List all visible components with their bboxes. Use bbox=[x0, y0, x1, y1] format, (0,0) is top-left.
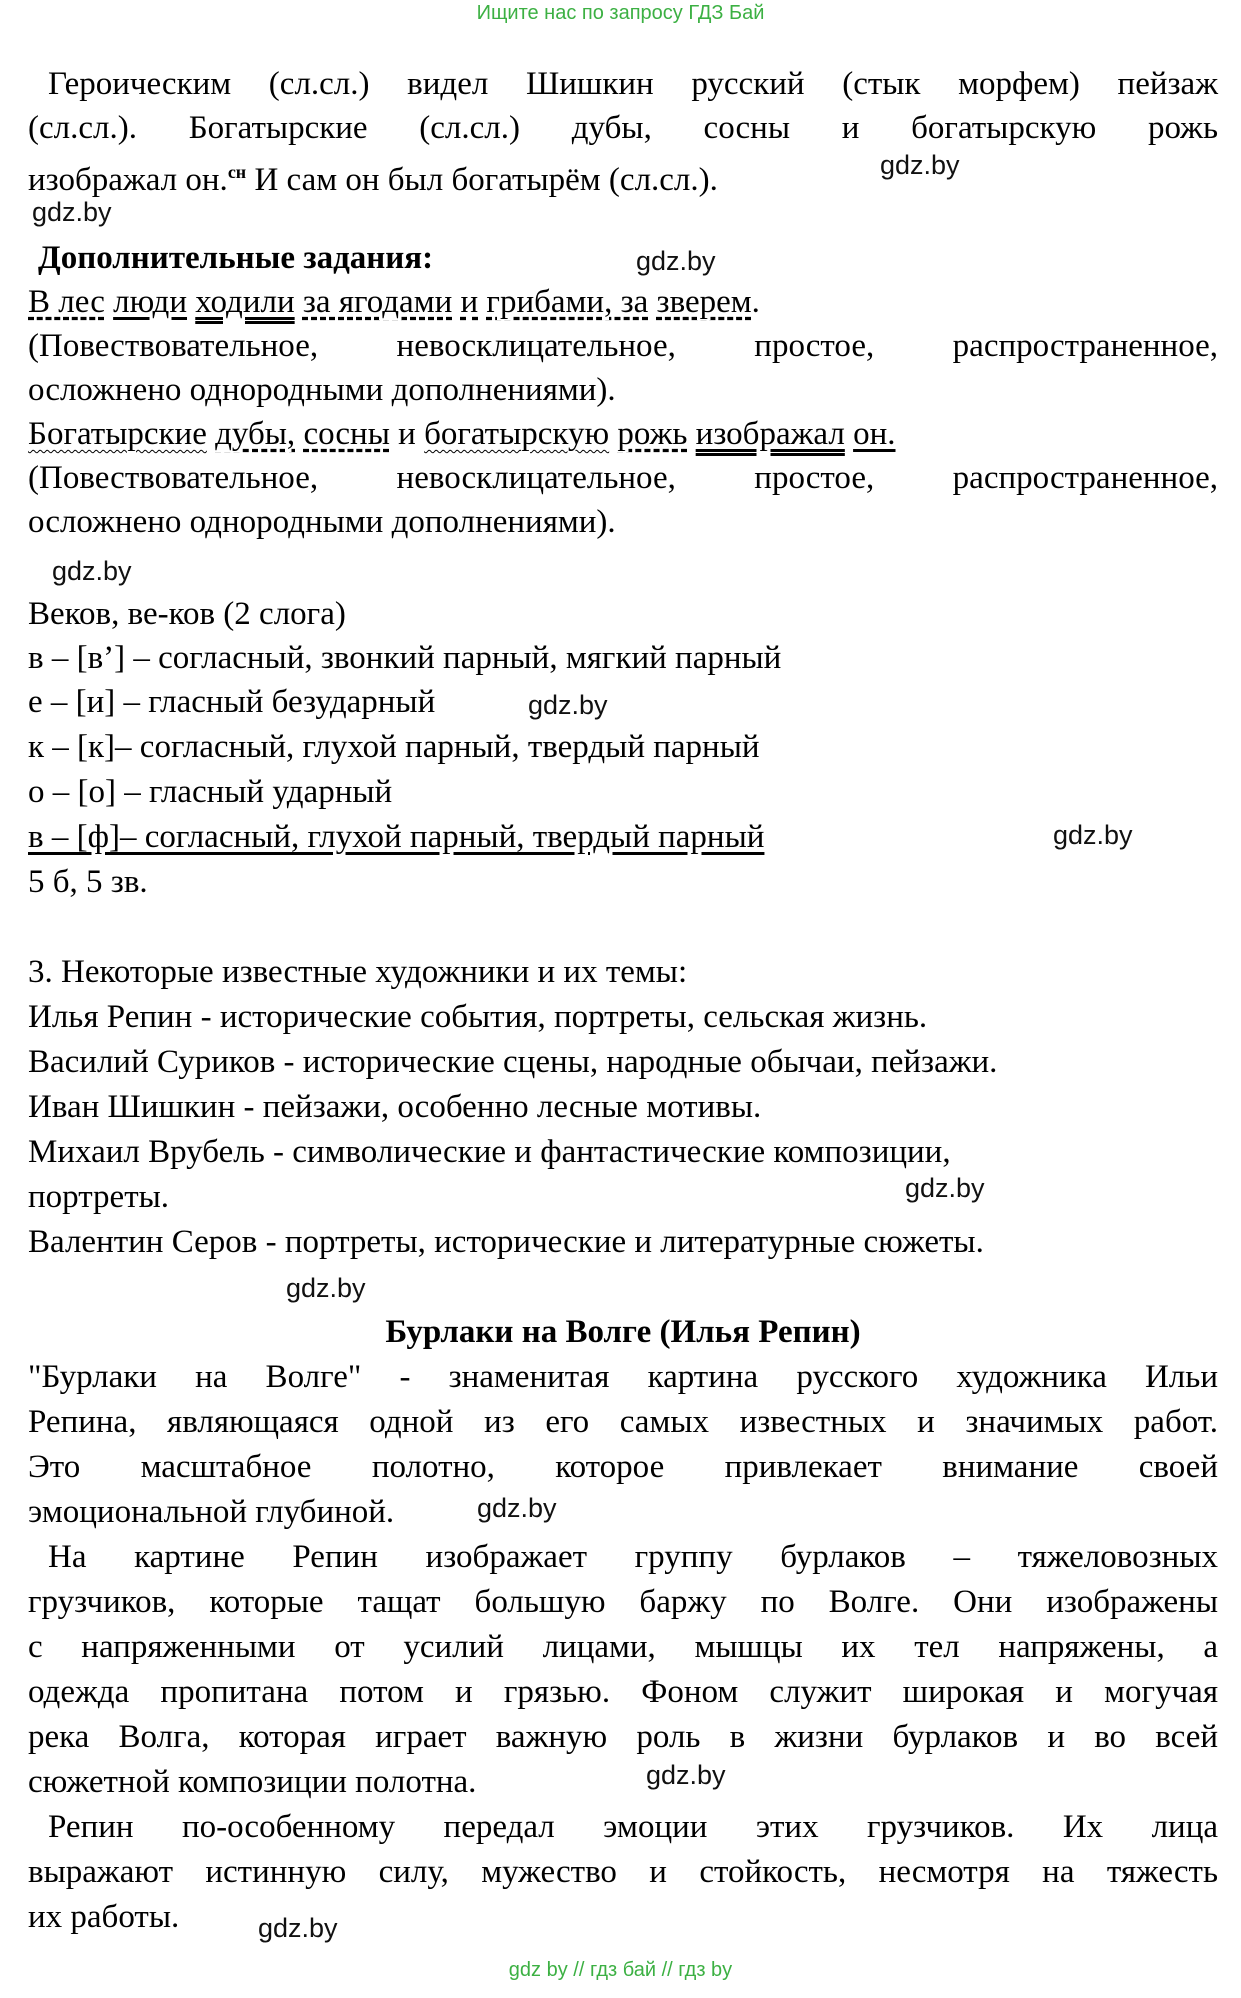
extra-heading: Дополнительные задания: bbox=[38, 240, 434, 276]
phonetic-row: в – [в’] – согласный, звонкий парный, мягкий парный bbox=[28, 640, 782, 676]
essay-line: их работы. bbox=[28, 1899, 180, 1935]
essay-line: Репина, являющаяся одной из его самых известных и значимых работ. bbox=[28, 1404, 1218, 1440]
phonetic-row bbox=[28, 815, 1218, 859]
essay-line: выражают истинную силу, мужество и стойкость, несмотря на тяжесть bbox=[28, 1854, 1218, 1890]
s1-conj: и bbox=[460, 284, 479, 320]
watermark-text: gdz.by bbox=[636, 246, 716, 276]
s2-subject: он. bbox=[853, 416, 896, 452]
s1-desc-line-1: (Повествовательное, невосклицательное, простое, распространенное, bbox=[28, 328, 1218, 364]
s1-end: . bbox=[751, 284, 760, 320]
s2-desc-line-1: (Повествовательное, невосклицательное, простое, распространенное, bbox=[28, 460, 1218, 496]
watermark-text: gdz.by bbox=[905, 1173, 985, 1203]
para1-line-3b: И сам он был богатырём (сл.сл.). bbox=[246, 162, 718, 198]
sentence-2 bbox=[28, 412, 1218, 456]
s2-object-2: сосны bbox=[303, 416, 390, 452]
s1-object-2: грибами, за bbox=[486, 284, 649, 320]
essay-line: с напряженными от усилий лицами, мышцы их тел напряжены, а bbox=[28, 1629, 1218, 1665]
para1-superscript: сн bbox=[227, 162, 247, 182]
essay-line: "Бурлаки на Волге" - знаменитая картина русского художника Ильи bbox=[28, 1359, 1218, 1395]
s1-desc-line-2: осложнено однородными дополнениями). bbox=[28, 372, 616, 408]
s2-attr-1: Богатырские bbox=[28, 416, 207, 452]
watermark-text: gdz.by bbox=[52, 556, 132, 586]
artist-line: портреты. bbox=[28, 1179, 170, 1215]
essay-line: сюжетной композиции полотна. bbox=[28, 1764, 477, 1800]
para1-line-3a: изображал он. bbox=[28, 162, 228, 198]
s1-adverbial: В лес bbox=[28, 284, 105, 320]
artists-intro: 3. Некоторые известные художники и их темы: bbox=[28, 954, 688, 990]
phonetic-summary: 5 б, 5 зв. bbox=[28, 864, 148, 900]
essay-line: На картине Репин изображает группу бурлаков – тяжеловозных bbox=[48, 1539, 1218, 1575]
essay-line: грузчиков, которые тащат большую баржу по Волге. Они изображены bbox=[28, 1584, 1218, 1620]
phonetic-title: Веков, ве-ков (2 слога) bbox=[28, 596, 346, 632]
artist-line: Василий Суриков - исторические сцены, народные обычаи, пейзажи. bbox=[28, 1044, 998, 1080]
s1-object-1: за ягодами bbox=[302, 284, 453, 320]
s2-object-3: рожь bbox=[617, 416, 688, 452]
phonetic-row: о – [о] – гласный ударный bbox=[28, 774, 393, 810]
phonetic-row: к – [к]– согласный, глухой парный, твердый парный bbox=[28, 729, 760, 765]
artist-line: Иван Шишкин - пейзажи, особенно лесные мотивы. bbox=[28, 1089, 762, 1125]
artist-line: Валентин Серов - портреты, исторические и литературные сюжеты. bbox=[28, 1224, 984, 1260]
sentence-1 bbox=[28, 280, 1218, 324]
s1-object-3: зверем bbox=[656, 284, 752, 320]
s1-subject: люди bbox=[113, 284, 188, 320]
artist-line: Илья Репин - исторические события, портреты, сельская жизнь. bbox=[28, 999, 928, 1035]
watermark-text: gdz.by bbox=[286, 1273, 366, 1303]
para1-line-3 bbox=[28, 150, 1218, 202]
s2-object-1: дубы, bbox=[215, 416, 296, 452]
s2-desc-line-2: осложнено однородными дополнениями). bbox=[28, 504, 616, 540]
s2-attr-2: богатырскую bbox=[424, 416, 610, 452]
watermark-text: gdz.by bbox=[1053, 820, 1133, 850]
site-footer[interactable]: gdz by // гдз бай // гдз by bbox=[508, 1959, 733, 1981]
watermark-text: gdz.by bbox=[528, 690, 608, 720]
phonetic-row: е – [и] – гласный безударный bbox=[28, 684, 436, 720]
essay-line: одежда пропитана потом и грязью. Фоном служит широкая и могучая bbox=[28, 1674, 1218, 1710]
watermark-text: gdz.by bbox=[477, 1493, 557, 1523]
para1-line-2: (сл.сл.). Богатырские (сл.сл.) дубы, сосны и богатырскую рожь bbox=[28, 110, 1218, 146]
essay-line: Это масштабное полотно, которое привлекает внимание своей bbox=[28, 1449, 1218, 1485]
essay-line: эмоциональной глубиной. bbox=[28, 1494, 395, 1530]
s2-conj: и bbox=[389, 416, 425, 452]
s1-predicate: ходили bbox=[195, 284, 295, 320]
watermark-text: gdz.by bbox=[880, 150, 960, 180]
essay-line: река Волга, которая играет важную роль в жизни бурлаков и во всей bbox=[28, 1719, 1218, 1755]
para1-line-1: Героическим (сл.сл.) видел Шишкин русский (стык морфем) пейзаж bbox=[48, 66, 1218, 102]
site-banner[interactable]: Ищите нас по запросу ГДЗ Бай bbox=[476, 2, 765, 24]
essay-line: Репин по-особенному передал эмоции этих грузчиков. Их лица bbox=[48, 1809, 1218, 1845]
s2-predicate: изображал bbox=[695, 416, 845, 452]
watermark-text: gdz.by bbox=[646, 1760, 726, 1790]
watermark-text: gdz.by bbox=[32, 197, 112, 227]
phonetic-row-last: в – [ф]– согласный, глухой парный, твердый парный bbox=[28, 819, 765, 855]
essay-title: Бурлаки на Волге (Илья Репин) bbox=[385, 1314, 861, 1350]
artist-line: Михаил Врубель - символические и фантастические композиции, bbox=[28, 1134, 951, 1170]
watermark-text: gdz.by bbox=[258, 1913, 338, 1943]
